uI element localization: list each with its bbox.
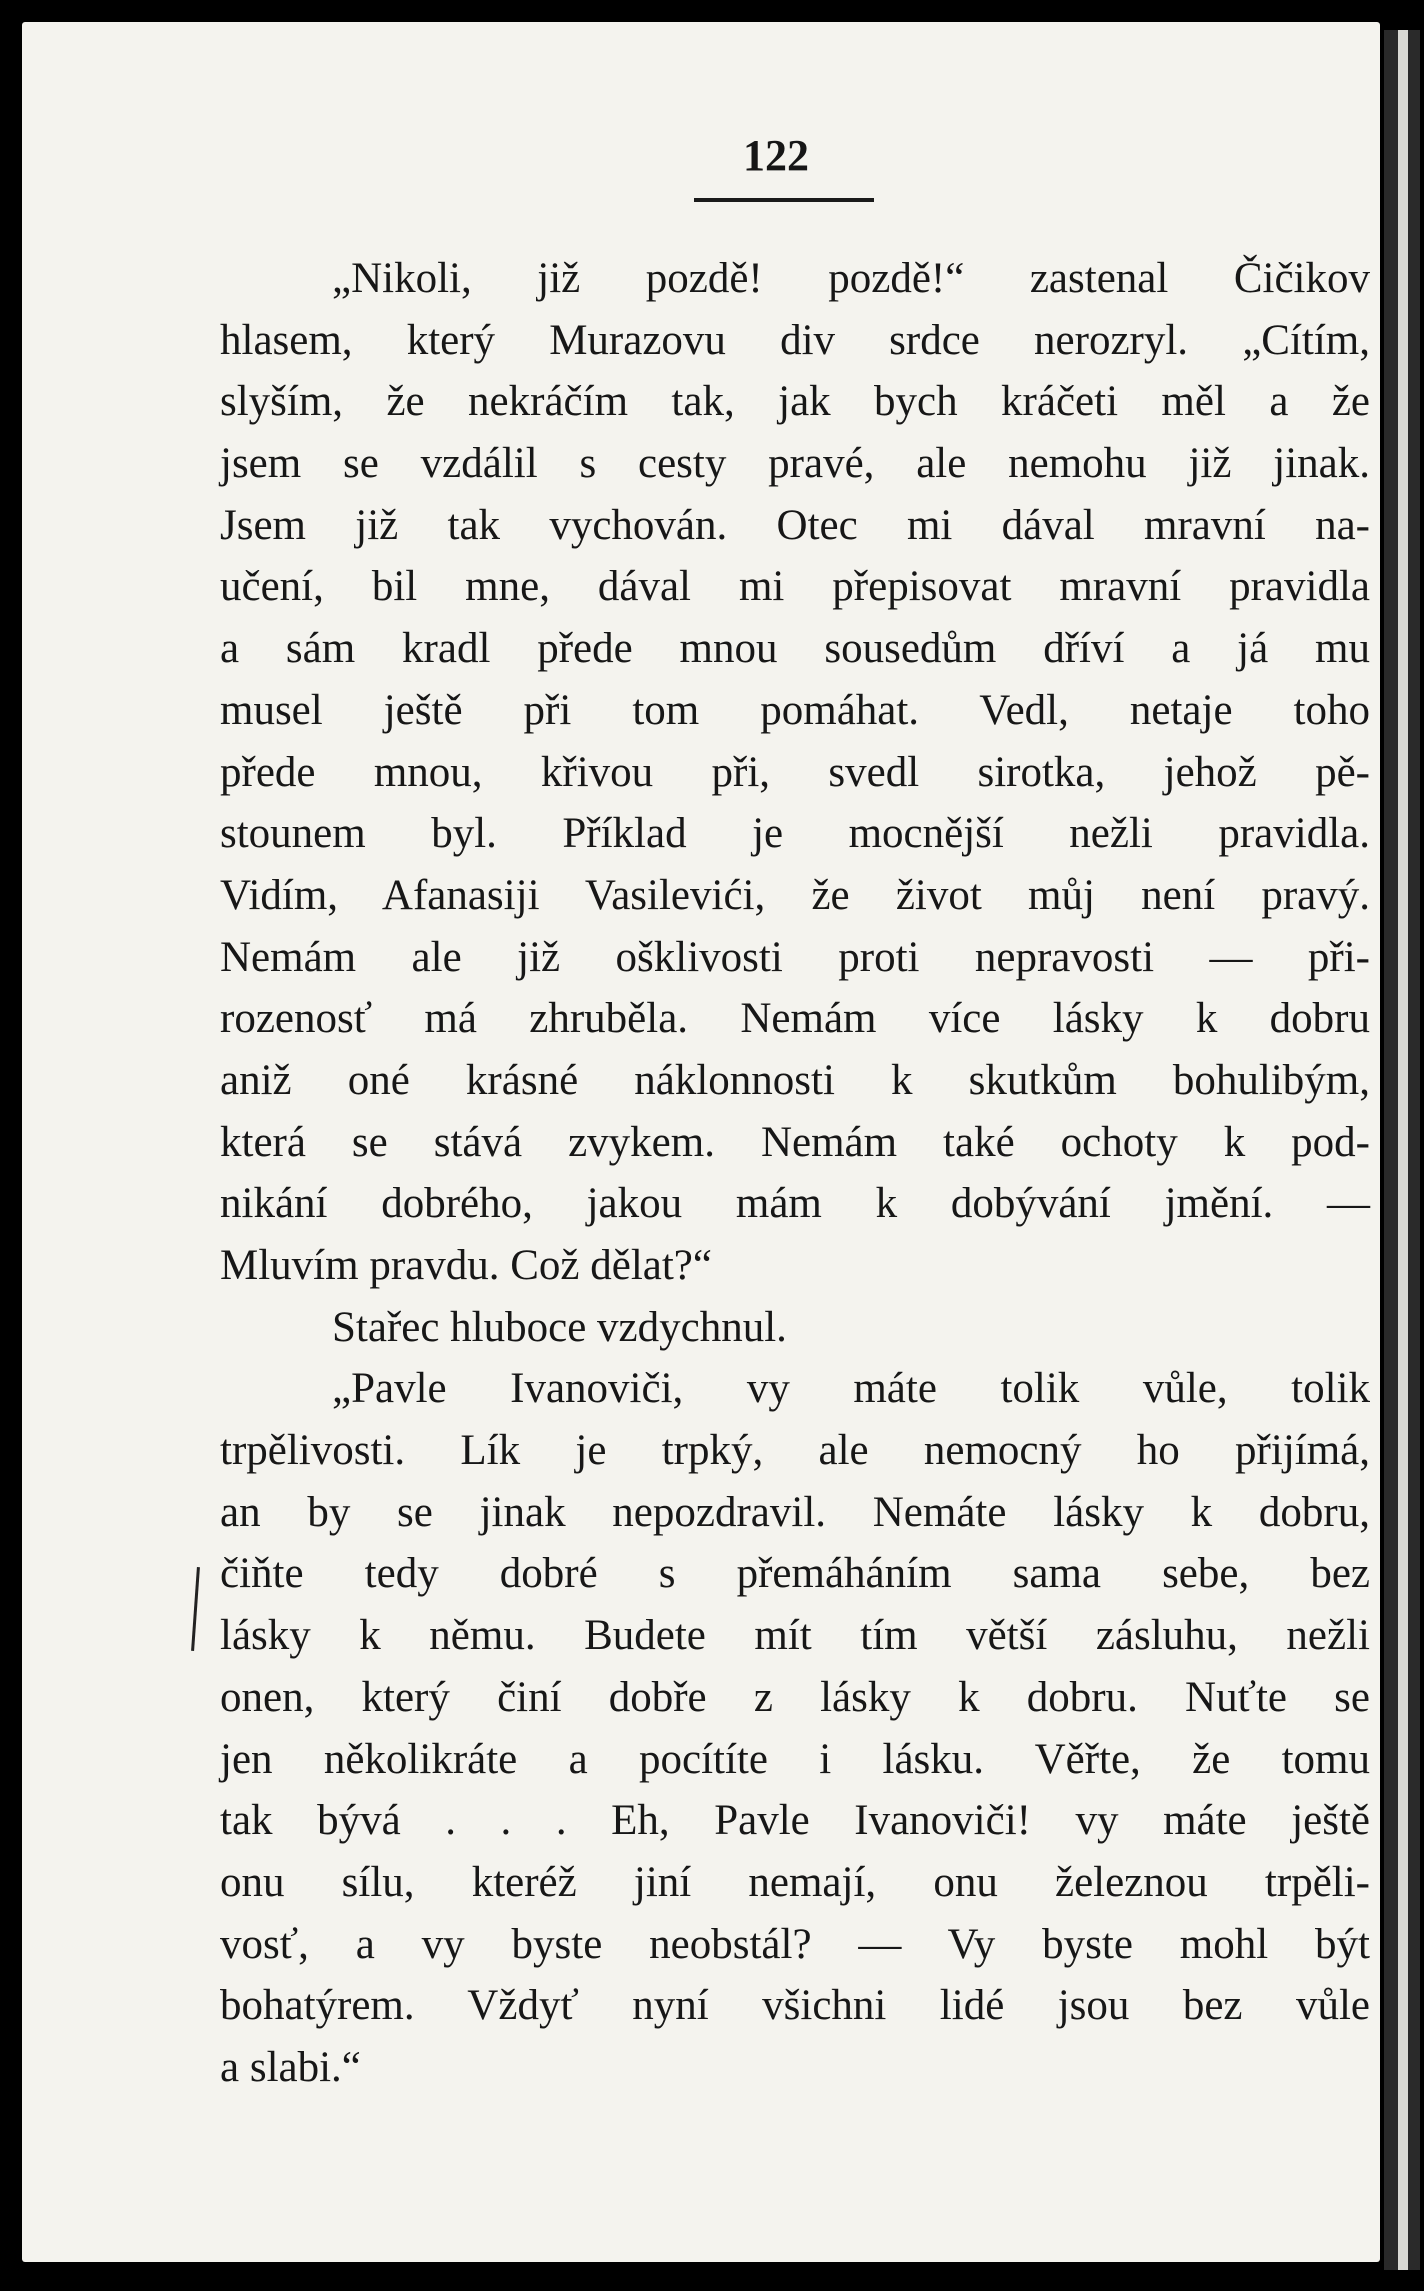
text-line: onen, který činí dobře z lásky k dobru. Nuťte se [220,1673,1370,1721]
text-line: a slabi.“ [220,2043,361,2091]
adjacent-page-edge [1384,30,1420,2270]
text-line: slyším, že nekráčím tak, jak bych kráčeti měl a že [220,378,1370,426]
text-line: jen několikráte a pocítíte i lásku. Věřte, že tomu [220,1735,1370,1783]
text-line: která se stává zvykem. Nemám také ochoty k pod- [220,1118,1370,1166]
text-line: čiňte tedy dobré s přemáháním sama sebe, bez [220,1550,1370,1598]
text-line: onu sílu, kteréž jiní nemají, onu železnou trpěli- [220,1858,1370,1906]
text-line: hlasem, který Murazovu div srdce nerozryl. „Cítím, [220,316,1370,364]
text-line: aniž oné krásné náklonnosti k skutkům bohulibým, [220,1056,1370,1104]
text-line: musel ještě při tom pomáhat. Vedl, netaje toho [220,686,1370,734]
text-line: Jsem již tak vychován. Otec mi dával mravní na- [220,501,1370,549]
text-line: Stařec hluboce vzdychnul. [332,1303,787,1351]
text-line: „Pavle Ivanoviči, vy máte tolik vůle, tolik [332,1365,1370,1413]
margin-pencil-mark [191,1567,200,1651]
text-line: rozenosť má zhruběla. Nemám více lásky k dobru [220,995,1370,1043]
text-line: tak bývá . . . Eh, Pavle Ivanoviči! vy máte ještě [220,1797,1370,1845]
text-line: Mluvím pravdu. Což dělat?“ [220,1242,712,1289]
book-page [22,22,1380,2262]
text-line: Nemám ale již ošklivosti proti nepravosti — při- [220,933,1370,981]
text-line: nikání dobrého, jakou mám k dobývání jmění. — [220,1180,1370,1228]
text-line: vosť, a vy byste neobstál? — Vy byste mohl být [220,1920,1370,1968]
page-number: 122 [743,131,809,180]
text-line: bohatýrem. Vždyť nyní všichni lidé jsou bez vůle [220,1982,1370,2030]
text-line: „Nikoli, již pozdě! pozdě!“ zastenal Čičikov [332,255,1370,302]
text-line: a sám kradl přede mnou sousedům dříví a já mu [220,625,1370,673]
text-line: jsem se vzdálil s cesty pravé, ale nemohu již jinak. [220,440,1370,488]
text-line: trpělivosti. Lík je trpký, ale nemocný ho přijímá, [220,1427,1370,1475]
text-line: an by se jinak nepozdravil. Nemáte lásky k dobru, [220,1488,1370,1536]
body-text [220,248,1370,2099]
text-line: stounem byl. Příklad je mocnější nežli pravidla. [220,810,1370,858]
text-line: lásky k němu. Budete mít tím větší zásluhu, nežli [220,1612,1370,1660]
page-number-rule [694,198,874,202]
text-line: přede mnou, křivou při, svedl sirotka, jehož pě- [220,748,1370,796]
text-line: Vidím, Afanasiji Vasilevići, že život můj není pravý. [220,871,1370,919]
text-line: učení, bil mne, dával mi přepisovat mravní pravidla [220,563,1370,611]
